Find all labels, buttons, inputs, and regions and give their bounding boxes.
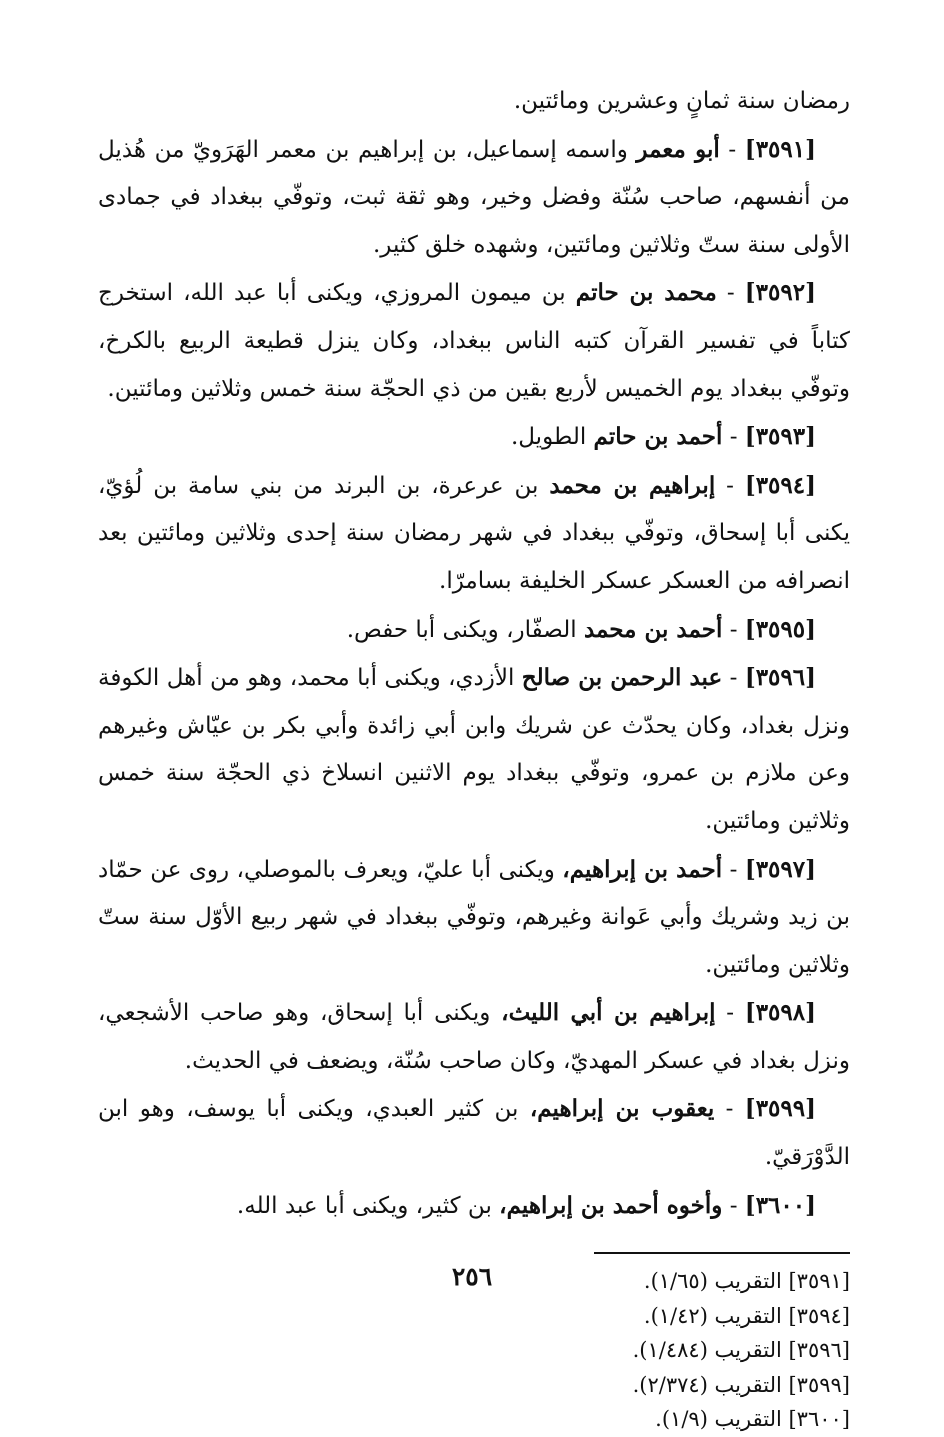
- entry-number: [٣٥٩١]: [744, 135, 816, 163]
- entry-number: [٣٥٩٦]: [744, 664, 817, 692]
- entry-name: إبراهيم بن أبي الليث،: [501, 999, 716, 1027]
- entry-name: محمد بن حاتم: [575, 279, 717, 307]
- entry-name: إبراهيم بن محمد: [549, 471, 716, 499]
- entry-number: [٣٥٩٩]: [744, 1095, 816, 1123]
- entry-number: [٣٥٩٧]: [744, 855, 817, 883]
- entry-number: [٣٥٩٢]: [744, 279, 816, 307]
- entry-text: الصفّار، ويكنى أبا حفص.: [346, 616, 577, 643]
- entry-name: أحمد بن إبراهيم،: [562, 855, 723, 883]
- entry-text: واسمه إسماعيل، بن إبراهيم بن معمر الهَرَويّ من هُذيل من أنفسهم، صاحب سُنّة وفضل وخير، وهو ثقة ثبت، وتوفّي ببغداد في جمادى الأولى سنة ستّ وثلاثين ومائتين، وشهده خلق كثير.: [98, 136, 850, 258]
- entry-name: عبد الرحمن بن صالح: [521, 664, 723, 692]
- entry-text: بن ميمون المروزي، ويكنى أبا عبد الله، استخرج كتاباً في تفسير القرآن كتبه الناس ببغداد، وكان ينزل قطيعة الربيع بالكرخ، وتوفّي ببغداد يوم الخميس لأربع بقين من ذي الحجّة سنة خمس وثلاثين ومائتين.: [98, 280, 850, 402]
- entry-text: الأزدي، ويكنى أبا محمد، وهو من أهل الكوفة ونزل بغداد، وكان يحدّث عن شريك وابن أبي زائدة وأبي بكر بن عيّاش وغيرهم وعن ملازم بن عمرو، وتوفّي ببغداد يوم الاثنين انسلاخ ذي الحجّة سنة خمس وثلاثين ومائتين.: [98, 665, 850, 834]
- footnote: [٣٥٩٩] التقريب (٢/٣٧٤).: [632, 1372, 850, 1397]
- entry-3593: [٣٥٩٣] - أحمد بن حاتم الطويل.: [510, 423, 816, 451]
- entry-text: الطويل.: [510, 424, 587, 451]
- entry-text: بن كثير، ويكنى أبا عبد الله.: [236, 1192, 492, 1219]
- page-body: [98, 78, 850, 1437]
- entry-3598: [٣٥٩٨] - إبراهيم بن أبي الليث، ويكنى أبا إسحاق، وهو صاحب الأشجعي، ونزل بغداد في عسكر المهديّ، وكان صاحب سُنّة، ويضعف في الحديث.: [98, 999, 850, 1074]
- entry-number: [٣٥٩٣]: [744, 423, 816, 451]
- entry-text: ويكنى أبا عليّ، ويعرف بالموصلي، روى عن حمّاد بن زيد وشريك وأبي عَوانة وغيرهم، وتوفّي ببغداد في شهر ربيع الأوّل سنة ستّ وثلاثين ومائتين.: [98, 856, 850, 978]
- entry-3594: [٣٥٩٤] - إبراهيم بن محمد بن عرعرة، بن البرند من بني سامة بن لُؤيّ، يكنى أبا إسحاق، وتوفّي ببغداد في شهر رمضان سنة إحدى وثلاثين ومائتين بعد انصرافه من العسكر عسكر الخليفة بسامرّا.: [98, 471, 850, 594]
- entry-number: [٣٥٩٥]: [744, 615, 816, 643]
- entry-name: أحمد بن محمد: [583, 615, 723, 643]
- entry-3595: [٣٥٩٥] - أحمد بن محمد الصفّار، ويكنى أبا حفص.: [346, 615, 816, 643]
- entry-name: يعقوب بن إبراهيم،: [529, 1095, 715, 1123]
- footnote: [٣٥٩١] التقريب (١/٦٥).: [643, 1269, 850, 1294]
- entry-3597: [٣٥٩٧] - أحمد بن إبراهيم، ويكنى أبا عليّ، ويعرف بالموصلي، روى عن حمّاد بن زيد وشريك وأبي عَوانة وغيرهم، وتوفّي ببغداد في شهر ربيع الأوّل سنة ستّ وثلاثين ومائتين.: [98, 855, 850, 978]
- entry-text: بن عرعرة، بن البرند من بني سامة بن لُؤيّ، يكنى أبا إسحاق، وتوفّي ببغداد في شهر رمضان سنة إحدى وثلاثين ومائتين بعد انصرافه من العسكر عسكر الخليفة بسامرّا.: [98, 472, 850, 594]
- continuation-paragraph: [98, 78, 850, 126]
- entry-3592: [٣٥٩٢] - محمد بن حاتم بن ميمون المروزي، ويكنى أبا عبد الله، استخرج كتاباً في تفسير القرآن كتبه الناس ببغداد، وكان ينزل قطيعة الربيع بالكرخ، وتوفّي ببغداد يوم الخميس لأربع بقين من ذي الحجّة سنة خمس وثلاثين ومائتين.: [98, 279, 850, 402]
- entry-number: [٣٦٠٠]: [744, 1191, 816, 1219]
- entry-name: أبو معمر: [636, 135, 720, 163]
- entry-name: وأخوه أحمد بن إبراهيم،: [499, 1191, 723, 1219]
- entry-3599: [٣٥٩٩] - يعقوب بن إبراهيم، بن كثير العبدي، ويكنى أبا يوسف، وهو ابن الدَّوْرَقيّ.: [98, 1095, 850, 1171]
- entry-text: بن كثير العبدي، ويكنى أبا يوسف، وهو ابن الدَّوْرَقيّ.: [98, 1096, 850, 1171]
- entry-text: ويكنى أبا إسحاق، وهو صاحب الأشجعي، ونزل بغداد في عسكر المهديّ، وكان صاحب سُنّة، ويضعف في الحديث.: [98, 1000, 850, 1074]
- entry-number: [٣٥٩٤]: [744, 471, 817, 499]
- entry-3591: [٣٥٩١] - أبو معمر واسمه إسماعيل، بن إبراهيم بن معمر الهَرَويّ من هُذيل من أنفسهم، صاحب سُنّة وفضل وخير، وهو ثقة ثبت، وتوفّي ببغداد في جمادى الأولى سنة ستّ وثلاثين ومائتين، وشهده خلق كثير.: [98, 135, 850, 258]
- paragraph-text: رمضان سنة ثمانٍ وعشرين ومائتين.: [513, 88, 850, 114]
- entry-number: [٣٥٩٨]: [744, 999, 817, 1027]
- footnote: [٣٦٠٠] التقريب (١/٩).: [655, 1407, 850, 1432]
- footnote-divider: [594, 1252, 850, 1254]
- footnote: [٣٥٩٤] التقريب (١/٤٢).: [643, 1303, 850, 1328]
- footnote: [٣٥٩٦] التقريب (١/٤٨٤).: [632, 1338, 850, 1363]
- page-number: ٢٥٦: [451, 1262, 493, 1291]
- entry-3596: [٣٥٩٦] - عبد الرحمن بن صالح الأزدي، ويكنى أبا محمد، وهو من أهل الكوفة ونزل بغداد، وكان يحدّث عن شريك وابن أبي زائدة وأبي بكر بن عيّاش وغيرهم وعن ملازم بن عمرو، وتوفّي ببغداد يوم الاثنين انسلاخ ذي الحجّة سنة خمس وثلاثين ومائتين.: [98, 664, 850, 834]
- entry-3600: [٣٦٠٠] - وأخوه أحمد بن إبراهيم، بن كثير، ويكنى أبا عبد الله.: [236, 1191, 816, 1219]
- entry-name: أحمد بن حاتم: [593, 423, 723, 451]
